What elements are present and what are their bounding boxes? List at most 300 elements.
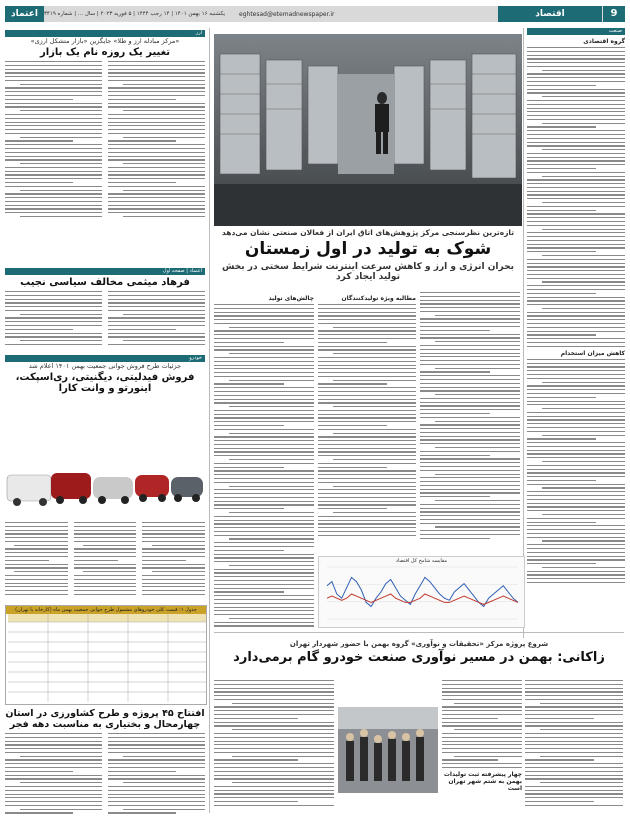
sub-headline: بحران انرژی و ارز و کاهش سرعت اینترنت شرایط سختی در بخش تولید ایجاد کرد	[222, 262, 514, 282]
text-line	[318, 357, 416, 358]
text-line	[527, 119, 625, 120]
factory-photo	[214, 34, 522, 226]
text-line	[5, 91, 102, 92]
text-line	[435, 368, 520, 369]
text-line	[108, 763, 205, 764]
text-line	[142, 552, 205, 553]
text-line	[318, 361, 416, 362]
text-line	[108, 336, 205, 337]
text-line	[527, 285, 625, 286]
text-line	[527, 270, 625, 271]
text-line	[108, 178, 205, 179]
text-line	[318, 451, 416, 452]
text-line	[74, 586, 137, 587]
text-line	[525, 778, 623, 779]
text-line	[123, 163, 205, 164]
section-email: eghtesad@etemadnewspaper.ir	[239, 10, 335, 18]
text-line	[527, 446, 625, 447]
text-line	[318, 376, 416, 377]
text-line	[454, 703, 522, 704]
text-line	[527, 476, 625, 477]
text-line	[142, 579, 205, 580]
text-line	[527, 491, 625, 492]
text-line	[5, 87, 102, 88]
text-line	[318, 421, 416, 422]
text-line	[5, 201, 102, 202]
text-line	[527, 194, 625, 195]
text-line	[527, 342, 625, 343]
text-line	[318, 516, 416, 517]
text-line	[214, 489, 314, 490]
text-line	[5, 737, 102, 738]
text-line	[435, 474, 520, 475]
text-line	[527, 263, 625, 264]
text-line	[108, 299, 205, 300]
text-line	[214, 520, 314, 521]
text-line	[527, 66, 625, 67]
text-line	[5, 797, 102, 798]
text-line	[214, 691, 334, 692]
text-line	[142, 541, 205, 542]
text-line	[214, 775, 334, 776]
text-line	[318, 395, 416, 396]
text-line	[214, 622, 314, 623]
text-line	[5, 567, 68, 568]
text-line	[527, 457, 625, 458]
table-title: جدول ۱: قیمت کلی خودروهای مشمول طرح جوانی جمعیت بهمن ماه (کارخانه یا تهران)	[6, 606, 206, 614]
text-line	[214, 572, 314, 573]
text-line	[442, 759, 498, 760]
text-line	[108, 148, 205, 149]
text-line	[214, 737, 334, 738]
text-line	[214, 402, 314, 403]
text-line	[420, 303, 520, 304]
text-line	[527, 210, 596, 211]
text-line	[74, 590, 137, 591]
text-line	[442, 714, 522, 715]
text-line	[214, 680, 334, 681]
text-line	[527, 81, 625, 82]
text-line	[318, 312, 416, 313]
text-line	[142, 560, 186, 561]
text-line	[5, 767, 102, 768]
ceremony-photo	[338, 707, 438, 793]
text-line	[74, 522, 137, 523]
text-line	[5, 522, 68, 523]
text-line	[527, 77, 625, 78]
text-line	[108, 122, 205, 123]
text-line	[5, 205, 102, 206]
text-line	[214, 451, 314, 452]
text-line	[214, 744, 334, 745]
article-text-block	[214, 680, 334, 806]
text-line	[229, 327, 314, 328]
text-line	[442, 691, 522, 692]
article-text-block	[5, 733, 102, 814]
text-line	[5, 291, 102, 292]
text-line	[214, 801, 298, 802]
text-line	[5, 590, 68, 591]
text-line	[525, 805, 623, 806]
text-line	[420, 398, 520, 399]
text-line	[442, 706, 522, 707]
text-line	[5, 752, 102, 753]
text-line	[527, 465, 625, 466]
text-line	[5, 344, 102, 345]
text-line	[214, 395, 314, 396]
text-line	[214, 410, 314, 411]
text-line	[20, 84, 102, 85]
text-line	[5, 541, 68, 542]
text-line	[527, 111, 625, 112]
text-line	[525, 797, 623, 798]
text-line	[214, 767, 334, 768]
text-line	[442, 684, 522, 685]
text-line	[542, 229, 625, 230]
text-line	[420, 451, 520, 452]
text-line	[420, 360, 520, 361]
text-line	[142, 533, 205, 534]
text-line	[214, 625, 314, 626]
text-line	[318, 425, 387, 426]
text-line	[214, 561, 314, 562]
text-line	[108, 87, 205, 88]
text-line	[420, 375, 520, 376]
text-line	[152, 571, 205, 572]
text-line	[527, 62, 625, 63]
text-line	[20, 314, 102, 315]
text-line	[527, 244, 625, 245]
text-line	[108, 167, 205, 168]
text-line	[318, 497, 416, 498]
text-line	[527, 378, 625, 379]
article-column-3	[214, 292, 314, 632]
text-line	[123, 340, 205, 341]
text-line	[214, 323, 314, 324]
text-line	[527, 327, 625, 328]
text-line	[527, 183, 625, 184]
bottom-subhead: چهار پیشرفته ثبت تولیدات بهمن به شتم شهر تهران است	[443, 771, 522, 793]
text-line	[527, 73, 625, 74]
subhead-2: مطالبه ویژه تولیدکنندگان	[341, 295, 416, 302]
text-line	[108, 805, 205, 806]
text-line	[108, 208, 205, 209]
text-line	[5, 336, 102, 337]
text-line	[5, 329, 73, 330]
text-line	[527, 412, 625, 413]
text-line	[74, 533, 137, 534]
text-line	[525, 691, 623, 692]
text-line	[5, 771, 73, 772]
text-line	[214, 338, 314, 339]
text-line	[318, 315, 416, 316]
text-line	[20, 756, 102, 757]
article-text-block	[5, 522, 68, 595]
text-line	[5, 208, 102, 209]
text-line	[420, 311, 520, 312]
text-line	[420, 356, 520, 357]
left-title-cars: فروش فیدلیتی، دیگنیتی، ری‌اسپکت، اینورتو و وانت کارا	[15, 372, 195, 394]
text-line	[214, 725, 334, 726]
text-line	[525, 793, 623, 794]
text-line	[214, 372, 314, 373]
text-line	[542, 461, 625, 462]
text-line	[420, 390, 520, 391]
text-line	[318, 489, 416, 490]
text-line	[5, 741, 102, 742]
text-line	[5, 317, 102, 318]
text-line	[214, 482, 314, 483]
text-line	[5, 790, 102, 791]
text-line	[420, 337, 520, 338]
text-line	[442, 744, 522, 745]
text-line	[5, 548, 68, 549]
text-line	[5, 114, 102, 115]
text-line	[214, 607, 314, 608]
text-line	[214, 588, 314, 589]
text-line	[214, 614, 314, 615]
text-line	[5, 197, 102, 198]
text-line	[542, 202, 625, 203]
cars-lineup	[5, 455, 205, 517]
text-line	[318, 330, 416, 331]
text-line	[108, 310, 205, 311]
text-line	[108, 69, 205, 70]
text-line	[214, 478, 314, 479]
text-line	[527, 266, 625, 267]
text-line	[420, 489, 520, 490]
text-line	[142, 594, 205, 595]
text-line	[214, 421, 314, 422]
bottom-headline: زاکانی: بهمن در مسیر نوآوری صنعت خودرو گام برمی‌دارد	[233, 650, 605, 665]
text-line	[527, 574, 625, 575]
text-line	[108, 174, 205, 175]
text-line	[74, 526, 137, 527]
page-header	[5, 6, 625, 22]
text-line	[420, 462, 520, 463]
text-line	[108, 790, 205, 791]
text-line	[442, 737, 522, 738]
text-line	[214, 444, 314, 445]
text-line	[5, 325, 102, 326]
text-line	[214, 550, 284, 551]
text-line	[527, 453, 625, 454]
text-line	[214, 580, 314, 581]
text-line	[214, 346, 314, 347]
text-line	[527, 300, 625, 301]
text-line	[5, 583, 68, 584]
bottom-headline-block	[214, 640, 624, 665]
text-line	[435, 315, 520, 316]
article-text-block	[318, 304, 416, 536]
text-line	[420, 428, 520, 429]
text-line	[5, 733, 102, 734]
left-tag-cars: خودرو	[5, 355, 205, 362]
text-line	[527, 503, 625, 504]
text-line	[108, 748, 205, 749]
text-line	[214, 542, 314, 543]
text-line	[527, 401, 625, 402]
text-line	[108, 344, 205, 345]
text-line	[232, 756, 334, 757]
text-line	[5, 148, 102, 149]
text-line	[214, 429, 314, 430]
text-line	[525, 737, 623, 738]
text-line	[214, 688, 334, 689]
text-line	[527, 85, 596, 86]
text-line	[318, 535, 416, 536]
article-text-block	[525, 680, 623, 806]
text-line	[232, 782, 334, 783]
article-text-block	[5, 291, 102, 345]
text-line	[542, 408, 625, 409]
text-line	[318, 323, 416, 324]
text-line	[5, 552, 68, 553]
text-line	[5, 302, 102, 303]
main-headline: شوک به تولید در اول زمستان	[244, 239, 492, 259]
text-line	[142, 564, 205, 565]
text-line	[318, 467, 387, 468]
text-line	[108, 106, 205, 107]
text-line	[527, 191, 625, 192]
text-line	[214, 778, 334, 779]
text-line	[525, 718, 594, 719]
text-line	[108, 786, 205, 787]
text-line	[74, 583, 137, 584]
text-line	[420, 458, 520, 459]
text-line	[527, 416, 625, 417]
text-line	[318, 399, 416, 400]
text-line	[108, 186, 205, 187]
text-line	[527, 319, 625, 320]
text-line	[142, 575, 205, 576]
text-line	[5, 805, 102, 806]
text-line	[5, 794, 102, 795]
text-line	[420, 436, 520, 437]
text-line	[527, 232, 625, 233]
text-line	[74, 575, 137, 576]
text-line	[229, 459, 314, 460]
text-line	[527, 206, 625, 207]
text-line	[214, 376, 314, 377]
text-line	[420, 508, 520, 509]
text-line	[527, 571, 625, 572]
text-line	[214, 391, 314, 392]
text-line	[525, 714, 623, 715]
text-line	[420, 364, 520, 365]
text-line	[420, 511, 520, 512]
text-line	[525, 771, 623, 772]
text-line	[333, 459, 416, 460]
cars-photo	[5, 455, 205, 517]
text-line	[5, 140, 73, 141]
text-line	[318, 308, 416, 309]
text-line	[420, 439, 520, 440]
text-line	[229, 618, 314, 619]
text-line	[333, 327, 416, 328]
text-line	[527, 323, 625, 324]
text-line	[318, 365, 416, 366]
text-line	[5, 133, 102, 134]
text-line	[318, 527, 416, 528]
text-line	[5, 786, 102, 787]
text-line	[5, 321, 102, 322]
text-line	[527, 533, 625, 534]
text-line	[527, 58, 625, 59]
article-text-block	[108, 61, 205, 217]
text-line	[318, 383, 387, 384]
text-line	[214, 383, 284, 384]
text-line	[525, 684, 623, 685]
text-line	[527, 450, 625, 451]
text-line	[74, 560, 118, 561]
text-line	[214, 474, 314, 475]
text-line	[527, 297, 625, 298]
text-line	[525, 748, 623, 749]
text-line	[5, 778, 102, 779]
text-line	[525, 744, 623, 745]
text-line	[214, 312, 314, 313]
text-line	[318, 402, 416, 403]
text-line	[420, 387, 520, 388]
text-line	[5, 212, 102, 213]
text-line	[442, 718, 498, 719]
text-line	[420, 300, 520, 301]
text-line	[5, 159, 102, 160]
text-line	[420, 466, 520, 467]
text-line	[442, 741, 522, 742]
text-line	[108, 291, 205, 292]
text-line	[214, 361, 314, 362]
byline: گروه اقتصادی	[583, 38, 625, 45]
text-line	[214, 718, 298, 719]
text-line	[527, 278, 625, 279]
text-line	[527, 563, 596, 564]
article-column-1	[420, 292, 520, 552]
text-line	[214, 467, 284, 468]
text-line	[5, 122, 102, 123]
text-line	[527, 469, 625, 470]
text-line	[542, 514, 625, 515]
page-number: 9	[603, 6, 625, 22]
left-kicker-cars: جزئیات طرح فروش جوانی جمعیت بهمن ۱۴۰۱ اعلام شد	[28, 362, 182, 370]
text-line	[5, 537, 68, 538]
text-line	[527, 304, 625, 305]
text-line	[527, 134, 625, 135]
subhead-3: چالش‌های تولید	[268, 295, 314, 302]
text-line	[318, 338, 416, 339]
text-line	[527, 427, 625, 428]
text-line	[527, 510, 625, 511]
text-line	[214, 569, 314, 570]
text-line	[108, 775, 205, 776]
text-line	[318, 474, 416, 475]
text-line	[5, 65, 102, 66]
text-line	[420, 296, 520, 297]
text-line	[527, 522, 596, 523]
column-divider	[523, 28, 524, 638]
text-line	[318, 368, 416, 369]
text-line	[214, 308, 314, 309]
bottom-photo-ceremony	[338, 707, 438, 793]
text-line	[318, 391, 416, 392]
text-line	[5, 299, 102, 300]
text-line	[108, 733, 205, 734]
text-line	[420, 330, 490, 331]
text-line	[527, 213, 625, 214]
text-line	[333, 433, 416, 434]
text-line	[318, 504, 416, 505]
